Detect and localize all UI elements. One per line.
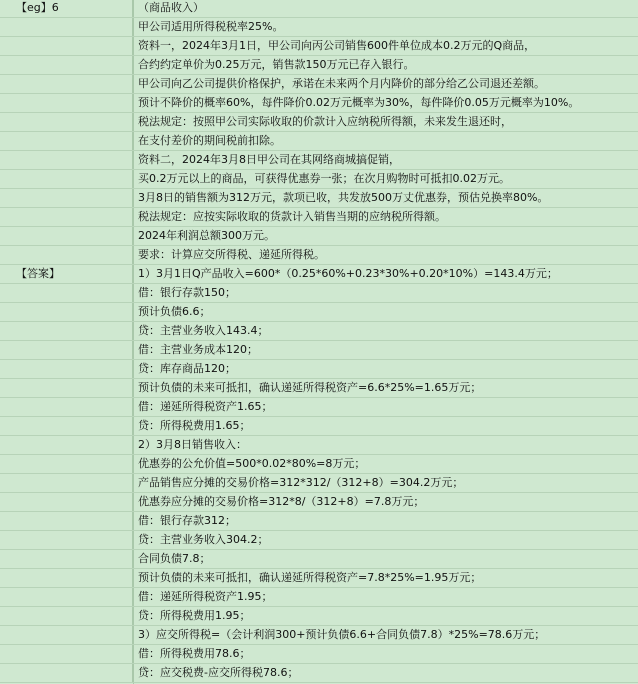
cell-text[interactable]: 贷：所得税费用1.65； (138, 419, 251, 432)
cell-text[interactable]: 预计负债的未来可抵扣，确认递延所得税资产=6.6*25%=1.65万元； (138, 381, 482, 394)
cell-text[interactable]: 借：银行存款150； (138, 286, 236, 299)
sheet-row (0, 398, 638, 417)
sheet-row (0, 303, 638, 322)
cell-label[interactable] (0, 569, 133, 587)
cell-label[interactable] (0, 284, 133, 302)
cell-label[interactable] (0, 113, 133, 131)
cell-label[interactable] (0, 37, 133, 55)
cell-label[interactable] (0, 170, 133, 188)
sheet-row (0, 379, 638, 398)
cell-text[interactable]: 借：递延所得税资产1.65； (138, 400, 273, 413)
sheet-row (0, 531, 638, 550)
sheet-row (0, 284, 638, 303)
sheet-row (0, 94, 638, 113)
sheet-row (0, 0, 638, 18)
cell-text[interactable]: 2）3月8日销售收入： (138, 438, 247, 451)
cell-text[interactable]: 贷：所得税费用1.95； (138, 609, 251, 622)
sheet-row (0, 550, 638, 569)
cell-label[interactable] (0, 322, 133, 340)
cell-text[interactable]: 预计不降价的概率60%，每件降价0.02万元概率为30%，每件降价0.05万元概率为10%。 (138, 96, 580, 109)
cell-text[interactable]: 产品销售应分摊的交易价格=312*312/（312+8）=304.2万元； (138, 476, 464, 489)
sheet-row (0, 246, 638, 265)
cell-text[interactable]: 贷：主营业务收入304.2； (138, 533, 269, 546)
sheet-row (0, 227, 638, 246)
cell-label[interactable] (0, 417, 133, 435)
cell-label[interactable] (0, 132, 133, 150)
cell-label[interactable] (0, 531, 133, 549)
cell-label[interactable] (0, 208, 133, 226)
sheet-row (0, 626, 638, 645)
cell-label[interactable] (0, 227, 133, 245)
sheet-row (0, 436, 638, 455)
cell-label[interactable] (0, 341, 133, 359)
cell-text[interactable]: 2024年利润总额300万元。 (138, 229, 275, 242)
sheet-row (0, 645, 638, 664)
sheet-row (0, 474, 638, 493)
cell-text[interactable]: 甲公司适用所得税税率25%。 (138, 20, 284, 33)
sheet-row (0, 189, 638, 208)
cell-label[interactable] (0, 398, 133, 416)
cell-text[interactable]: 优惠券应分摊的交易价格=312*8/（312+8）=7.8万元； (138, 495, 425, 508)
cell-label[interactable] (0, 436, 133, 454)
sheet-row (0, 265, 638, 284)
cell-text[interactable]: 贷：库存商品120； (138, 362, 236, 375)
cell-label[interactable] (0, 379, 133, 397)
sheet-row (0, 170, 638, 189)
sheet-row (0, 37, 638, 56)
cell-text[interactable]: 3月8日的销售额为312万元，款项已收，共发放500万丈优惠券，预估兑换率80%。 (138, 191, 549, 204)
cell-label[interactable] (0, 56, 133, 74)
cell-label[interactable] (0, 550, 133, 568)
cell-text[interactable]: 税法规定：应按实际收取的货款计入销售当期的应纳税所得额。 (138, 210, 446, 223)
cell-label[interactable] (0, 588, 133, 606)
cell-text[interactable]: 3）应交所得税=（会计利润300+预计负债6.6+合同负债7.8）*25%=78.6万元； (138, 628, 546, 641)
cell-text[interactable]: （商品收入） (138, 1, 204, 14)
cell-text[interactable]: 优惠券的公允价值=500*0.02*80%=8万元； (138, 457, 366, 470)
cell-label[interactable] (0, 455, 133, 473)
cell-text[interactable]: 税法规定：按照甲公司实际收取的价款计入应纳税所得额，未来发生退还时， (138, 115, 512, 128)
sheet-row (0, 322, 638, 341)
cell-text[interactable]: 甲公司向乙公司提供价格保护，承诺在未来两个月内降价的部分给乙公司退还差额。 (138, 77, 545, 90)
sheet-row (0, 151, 638, 170)
cell-label[interactable] (0, 360, 133, 378)
sheet-row (0, 588, 638, 607)
sheet-row (0, 113, 638, 132)
cell-text[interactable]: 贷：应交税费-应交所得税78.6； (138, 666, 299, 679)
cell-label[interactable] (0, 151, 133, 169)
sheet-row (0, 208, 638, 227)
cell-text[interactable]: 1）3月1日Q产品收入=600*（0.25*60%+0.23*30%+0.20*10%）=143.4万元； (138, 267, 558, 280)
cell-text[interactable]: 买0.2万元以上的商品，可获得优惠券一张；在次月购物时可抵扣0.02万元。 (138, 172, 510, 185)
cell-label[interactable] (0, 303, 133, 321)
cell-text[interactable]: 资料一，2024年3月1日，甲公司向丙公司销售600件单位成本0.2万元的Q商品， (138, 39, 536, 52)
sheet-row (0, 512, 638, 531)
cell-text[interactable]: 在支付差价的期间税前扣除。 (138, 134, 281, 147)
sheet-row (0, 493, 638, 512)
cell-text[interactable]: 预计负债的未来可抵扣，确认递延所得税资产=7.8*25%=1.95万元； (138, 571, 482, 584)
sheet-row (0, 132, 638, 151)
cell-text[interactable]: 要求：计算应交所得税、递延所得税。 (138, 248, 325, 261)
cell-text[interactable]: 合约约定单价为0.25万元，销售款150万元已存入银行。 (138, 58, 415, 71)
cell-text[interactable]: 预计负债6.6； (138, 305, 211, 318)
cell-label[interactable]: 【eg】6 (0, 0, 133, 17)
cell-label[interactable] (0, 493, 133, 511)
cell-label[interactable]: 【答案】 (0, 265, 133, 283)
cell-label[interactable] (0, 645, 133, 663)
cell-label[interactable] (0, 246, 133, 264)
cell-text[interactable]: 资料二，2024年3月8日甲公司在其网络商城搞促销， (138, 153, 400, 166)
sheet-row (0, 417, 638, 436)
cell-label[interactable] (0, 664, 133, 682)
sheet-row (0, 569, 638, 588)
sheet-row (0, 18, 638, 37)
cell-text[interactable]: 借：银行存款312； (138, 514, 236, 527)
cell-text[interactable]: 借：所得税费用78.6； (138, 647, 251, 660)
cell-label[interactable] (0, 474, 133, 492)
cell-text[interactable]: 贷：主营业务收入143.4； (138, 324, 269, 337)
sheet-row (0, 664, 638, 683)
sheet-row (0, 607, 638, 626)
cell-text[interactable]: 合同负债7.8； (138, 552, 211, 565)
sheet-row (0, 75, 638, 94)
sheet-row (0, 341, 638, 360)
sheet-row (0, 360, 638, 379)
cell-label[interactable] (0, 18, 133, 36)
cell-text[interactable]: 借：主营业务成本120； (138, 343, 258, 356)
cell-label[interactable] (0, 94, 133, 112)
cell-label[interactable] (0, 607, 133, 625)
cell-text[interactable]: 借：递延所得税资产1.95； (138, 590, 273, 603)
cell-label[interactable] (0, 626, 133, 644)
cell-label[interactable] (0, 75, 133, 93)
sheet-row (0, 56, 638, 75)
cell-label[interactable] (0, 512, 133, 530)
sheet-row (0, 455, 638, 474)
cell-label[interactable] (0, 189, 133, 207)
